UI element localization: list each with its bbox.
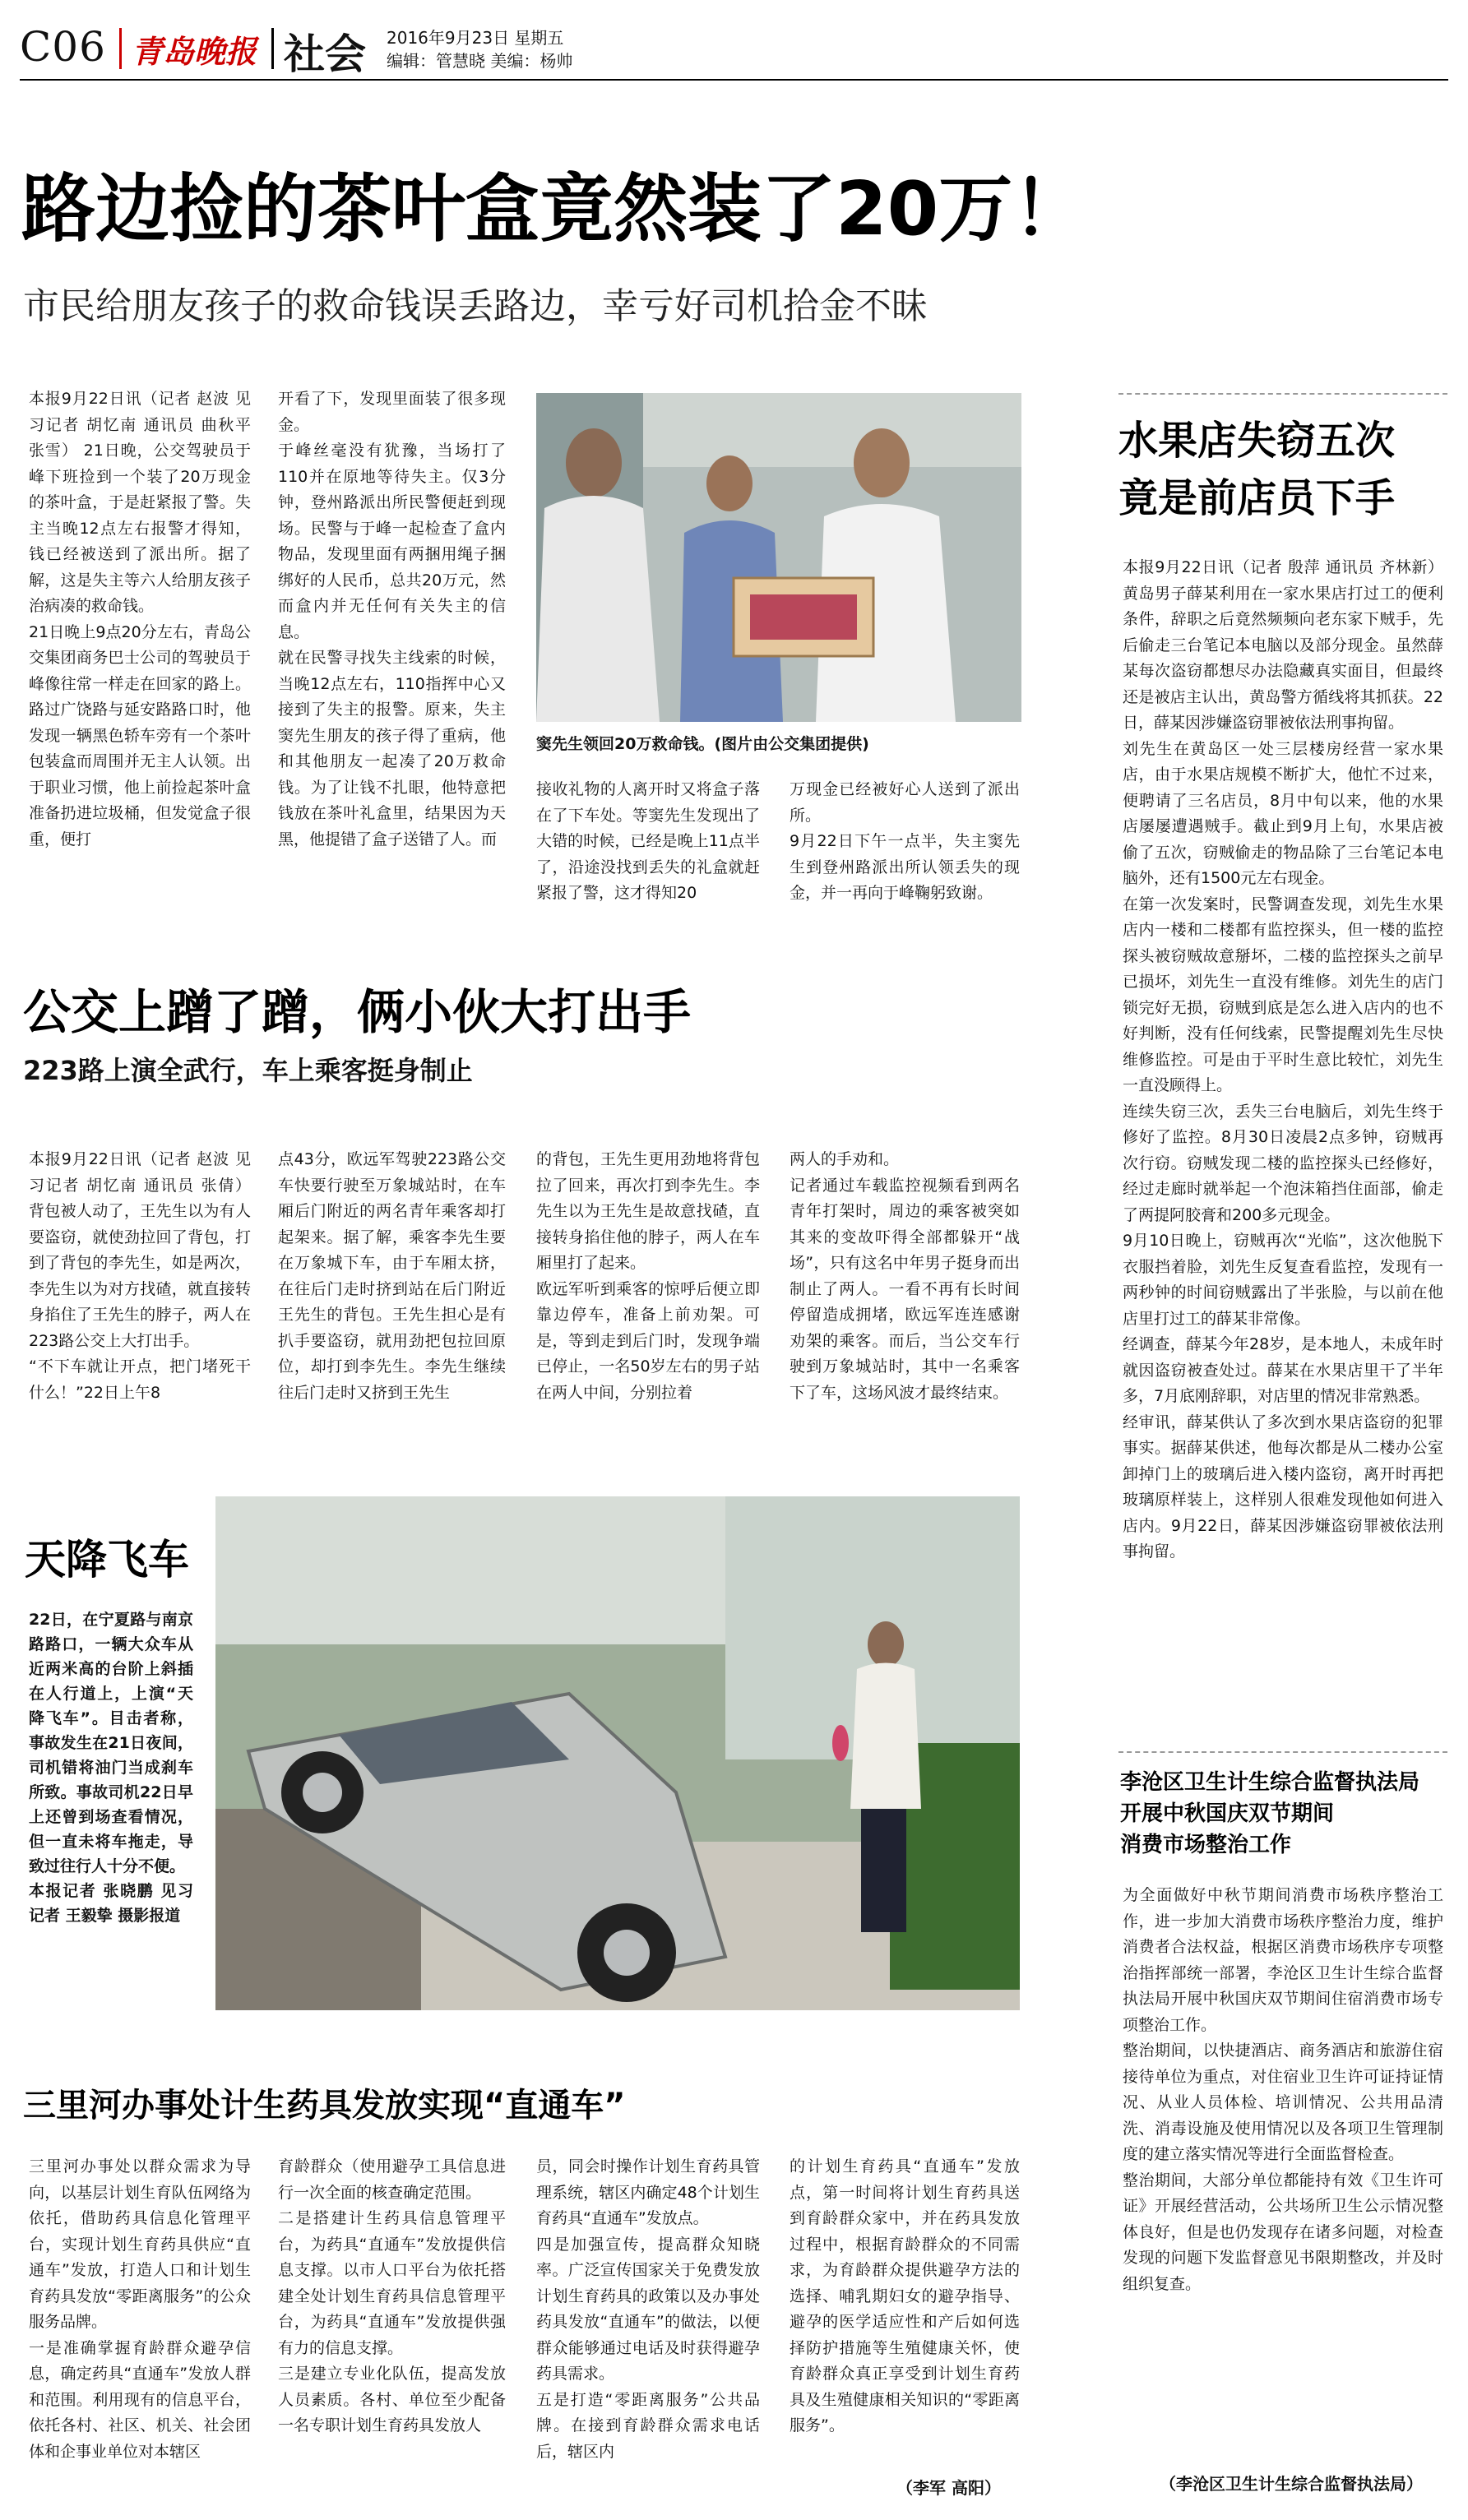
fruit-text: 本报9月22日讯（记者 殷萍 通讯员 齐林新） 黄岛男子薛某利用在一家水果店打过工的便利条件，辞职之后竟然频频向老东家下贼手，先后偷走三台笔记本电脑以及部分现金。虽然薛某每次盗窃都想尽办法隐藏真实面目，但最终还是被店主认出，黄岛警方循线将其抓获。22日，薛某因涉嫌盗窃罪被依法刑事拘留。 刘先生在黄岛区一处三层楼房经营一家水果店，由于水果店规模不断扩大，他忙不过来，便聘请了三名店员，8月中旬以来，他的水果店屡屡遭遇贼手。截止到9月上旬，水果店被偷了五次，窃贼偷走的物品除了三台笔记本电脑外，还有1500元左右现金。 在第一次发案时，民警调查发现，刘先生水果店内一楼和二楼都有监控探头，但一楼的监控探头被窃贼故意掰坏，二楼的监控探头之前早已损坏，刘先生一直没有维修。刘先生的店门锁完好无损，窃贼到底是怎么进入店内的也不好判断，没有任何线索，民警提醒刘先生尽快维修监控。可是由于平时生意比较忙，刘先生一直没顾得上。 连续失窃三次，丢失三台电脑后，刘先生终于修好了监控。8月30日凌晨2点多钟，窃贼再次行窃。窃贼发现二楼的监控探头已经修好，经过走廊时就举起一个泡沫箱挡住面部，偷走了两提阿胶膏和200多元现金。 9月10日晚上，窃贼再次“光临”，这次他脱下衣服挡着脸，刘先生反复查看监控，发现有一两秒钟的时间窃贼露出了半张脸，与以前在他店里打过工的薛某非常像。 经调查，薛某今年28岁，是本地人，未成年时就因盗窃被查处过。薛某在水果店里干了半年多，7月底刚辞职，对店里的情况非常熟悉。 经审讯，薛某供认了多次到水果店盗窃的犯罪事实。据薛某供述，他每次都是从二楼办公室卸掉门上的玻璃后进入楼内盗窃，离开时再把玻璃原样装上，这样别人很难发现他如何进入店内。9月22日，薛某因涉嫌盗窃罪被依法刑事拘留。: [1123, 558, 1443, 1561]
bus-text-col-3: 的背包，王先生更用劲地将背包拉了回来，再次打到李先生。李先生以为王先生是故意找碴，直接转身掐住他的脖子，两人在车厢里打了起来。 欧远军听到乘客的惊呼后便立即靠边停车，准备上前劝架。可是，等到走到后门时，发现争端已停止，一名50岁左右的男子站在两人中间，分别拉着: [536, 1150, 760, 1402]
licang-headline-2: 开展中秋国庆双节期间: [1120, 1801, 1335, 1826]
licang-headline-3: 消费市场整治工作: [1120, 1833, 1292, 1857]
lead-subheadline: 市民给朋友孩子的救命钱误丢路边，幸亏好司机拾金不昧: [23, 285, 928, 327]
lead-col-2: [278, 386, 506, 946]
issue-date: 2016年9月23日 星期五: [387, 28, 564, 48]
lead-col-4: [790, 777, 1020, 941]
pharma-text-col-4: 的计划生育药具“直通车”发放点，第一时间将计划生育药具送到育龄群众家中，并在药具发放过程中，根据育龄群众的不同需求，为育龄群众提供避孕方法的选择、哺乳期妇女的避孕指导、避孕的医学适应性和产后如何选择防护措施等生殖健康关怀，使育龄群众真正享受到计划生育药具及生殖健康相关知识的“零距离服务”。: [790, 2157, 1020, 2434]
section-title: 社会: [284, 30, 366, 78]
lead-headline: 路边捡的茶叶盒竟然装了20万！: [21, 166, 1087, 252]
pharma-text-col-1: 三里河办事处以群众需求为导向，以基层计划生育队伍网络为依托，借助药具信息化管理平台，实现计划生育药具供应“直通车”发放，打造人口和计划生育药具发放“零距离服务”的公众服务品牌。 一是准确掌握育龄群众避孕信息，确定药具“直通车”发放人群和范围。利用现有的信息平台，依托各村、社区、机关、社会团体和企事业单位对本辖区: [29, 2157, 251, 2461]
bus-col-4: [790, 1147, 1020, 1509]
lead-photo-illustration: [536, 393, 1021, 722]
pharma-col-2: [278, 2154, 506, 2499]
pharma-byline: （李军 高阳）: [896, 2478, 1001, 2498]
fruit-headline-2: 竟是前店员下手: [1118, 475, 1396, 521]
bus-subheadline: 223路上演全武行，车上乘客挺身制止: [23, 1055, 473, 1086]
pharma-col-4: [790, 2154, 1020, 2475]
licang-text: 为全面做好中秋节期间消费市场秩序整治工作，进一步加大消费市场秩序整治力度，维护消费者合法权益，根据区消费市场秩序专项整治指挥部统一部署，李沧区卫生计生综合监督执法局开展中秋国庆双节期间住宿消费市场专项整治工作。 整治期间，以快捷酒店、商务酒店和旅游住宿接待单位为重点，对住宿业卫生许可证持证情况、从业人员体检、培训情况、公共用品清洗、消毒设施及使用情况以及各项卫生管理制度的建立落实情况等进行全面监督检查。 整治期间，大部分单位都能持有效《卫生许可证》开展经营活动，公共场所卫生公示情况整体良好，但是也仍发现存在诸多问题，对检查发现的问题下发监督意见书限期整改，并及时组织复查。: [1123, 1886, 1443, 2293]
page-header: [0, 0, 1468, 82]
flycar-photo-illustration: [215, 1496, 1020, 2010]
lead-text-col-2: 开看了下，发现里面装了很多现金。 于峰丝毫没有犹豫，当场打了110并在原地等待失主。仅3分钟，登州路派出所民警便赶到现场。民警与于峰一起检查了盒内物品，发现里面有两捆用绳子捆绑好的人民币，总共20万元，然而盒内并无任何有关失主的信息。 就在民警寻找失主线索的时候，当晚12点左右，110指挥中心又接到了失主的报警。原来，失主窦先生朋友的孩子得了重病，他和其他朋友一起凑了20万救命钱。为了让钱不扎眼，他特意把钱放在茶叶礼盒里，结果因为天黑，他提错了盒子送错了人。而: [278, 390, 506, 848]
header-separator-2: [271, 28, 274, 69]
lead-photo-caption: 窦先生领回20万救命钱。(图片由公交集团提供): [536, 735, 869, 753]
bus-col-2: [278, 1147, 506, 1509]
bus-text-col-1: 本报9月22日讯（记者 赵波 见习记者 胡忆南 通讯员 张倩） 背包被人动了，王先生以为有人要盗窃，就使劲拉回了背包，打到了背包的李先生，如是两次，李先生以为对方找碴，就直接转身掐住了王先生的脖子，两人在223路公交上大打出手。 “不下车就让开点，把门堵死干什么！”22日上午8: [29, 1150, 251, 1402]
lead-text-col-1: 本报9月22日讯（记者 赵波 见习记者 胡忆南 通讯员 曲秋平 张雪） 21日晚，公交驾驶员于峰下班捡到一个装了20万现金的茶叶盒，于是赶紧报了警。失主当晚12点左右报警才得知，钱已经被送到了派出所。据了解，这是失主等六人给朋友孩子治病凑的救命钱。 21日晚上9点20分左右，青岛公交集团商务巴士公司的驾驶员于峰像往常一样走在回家的路上。路过广饶路与延安路路口时，他发现一辆黑色轿车旁有一个茶叶包装盒而周围并无主人认领。出于职业习惯，他上前捡起茶叶盒准备扔进垃圾桶，但发觉盒子很重，便打: [29, 390, 251, 848]
editors-credit: 编辑：管慧晓 美编：杨帅: [387, 51, 573, 71]
bus-headline: 公交上蹭了蹭，俩小伙大打出手: [23, 984, 692, 1040]
pharma-text-col-3: 员，同会时操作计划生育药具管理系统，辖区内确定48个计划生育药具“直通车”发放点。 四是加强宣传，提高群众知晓率。广泛宣传国家关于免费发放计划生育药具的政策以及办事处药具发放“直通车”的做法，以便群众能够通过电话及时获得避孕药具需求。 五是打造“零距离服务”公共品牌。在接到育龄群众需求电话后，辖区内: [536, 2157, 760, 2461]
fruit-headline-1: 水果店失窃五次: [1118, 418, 1396, 464]
licang-headline-1: 李沧区卫生计生综合监督执法局: [1120, 1770, 1420, 1795]
header-separator: [119, 28, 122, 69]
flycar-text: 22日，在宁夏路与南京路路口，一辆大众车从近两米高的台阶上斜插在人行道上，上演“天降飞车”。目击者称，事故发生在21日夜间，司机错将油门当成刹车所致。事故司机22日早上还曾到场查看情况，但一直未将车拖走，导致过往行人十分不便。 本报记者 张晓鹏 见习记者 王毅挚 摄影报道: [29, 1611, 193, 1925]
header-rule: [20, 79, 1448, 81]
pharma-text-col-2: 育龄群众（使用避孕工具信息进行一次全面的核查确定范围。 二是搭建计生药具信息管理平台，为药具“直通车”发放提供信息支撑。以市人口平台为依托搭建全处计划生育药具信息管理平台，为药具“直通车”发放提供强有力的信息支撑。 三是建立专业化队伍，提高发放人员素质。各村、单位至少配备一名专职计划生育药具发放人: [278, 2157, 506, 2434]
pharma-col-3: [536, 2154, 760, 2499]
bus-text-col-4: 两人的手劝和。 记者通过车载监控视频看到两名青年打架时，周边的乘客被突如其来的变故吓得全部都躲开“战场”，只有这名中年男子挺身而出制止了两人。一看不再有长时间停留造成拥堵，欧远军连连感谢劝架的乘客。而后，当公交车行驶到万象城站时，其中一名乘客下了车，这场风波才最终结束。: [790, 1150, 1020, 1402]
flycar-photo: [215, 1496, 1020, 2010]
lead-text-col-3: 接收礼物的人离开时又将盒子落在了下车处。等窦先生发现出了大错的时候，已经是晚上11点半了，沿途没找到丢失的礼盒就赶紧报了警，这才得知20: [536, 780, 760, 902]
lead-photo: [536, 393, 1021, 722]
bus-col-1: [29, 1147, 251, 1509]
bus-text-col-2: 点43分，欧远军驾驶223路公交车快要行驶至万象城站时，在车厢后门附近的两名青年乘客却打起架来。据了解，乘客李先生要在万象城下车，由于车厢太挤，在往后门走时挤到站在后门附近王先生的背包。王先生担心是有扒手要盗窃，就用劲把包拉回原位，却打到李先生。李先生继续往后门走时又挤到王先生: [278, 1150, 506, 1402]
lead-col-3: [536, 777, 760, 941]
newspaper-logo: 青岛晚报: [132, 34, 257, 70]
bus-col-3: [536, 1147, 760, 1509]
sidebar-mid-rule: [1118, 1751, 1447, 1753]
sidebar-top-rule: [1118, 393, 1447, 395]
fruit-text-block: [1123, 555, 1443, 1739]
flycar-text-block: [29, 1607, 193, 2068]
licang-text-block: [1123, 1883, 1443, 2458]
flycar-headline: 天降飞车: [25, 1536, 189, 1584]
lead-col-1: [29, 386, 251, 946]
page-number: C06: [20, 23, 106, 71]
lead-text-col-4: 万现金已经被好心人送到了派出所。 9月22日下午一点半，失主窦先生到登州路派出所认领丢失的现金，并一再向于峰鞠躬致谢。: [790, 780, 1020, 902]
pharma-col-1: [29, 2154, 251, 2499]
pharma-headline: 三里河办事处计生药具发放实现“直通车”: [23, 2087, 626, 2125]
licang-byline: （李沧区卫生计生综合监督执法局）: [1160, 2474, 1423, 2494]
